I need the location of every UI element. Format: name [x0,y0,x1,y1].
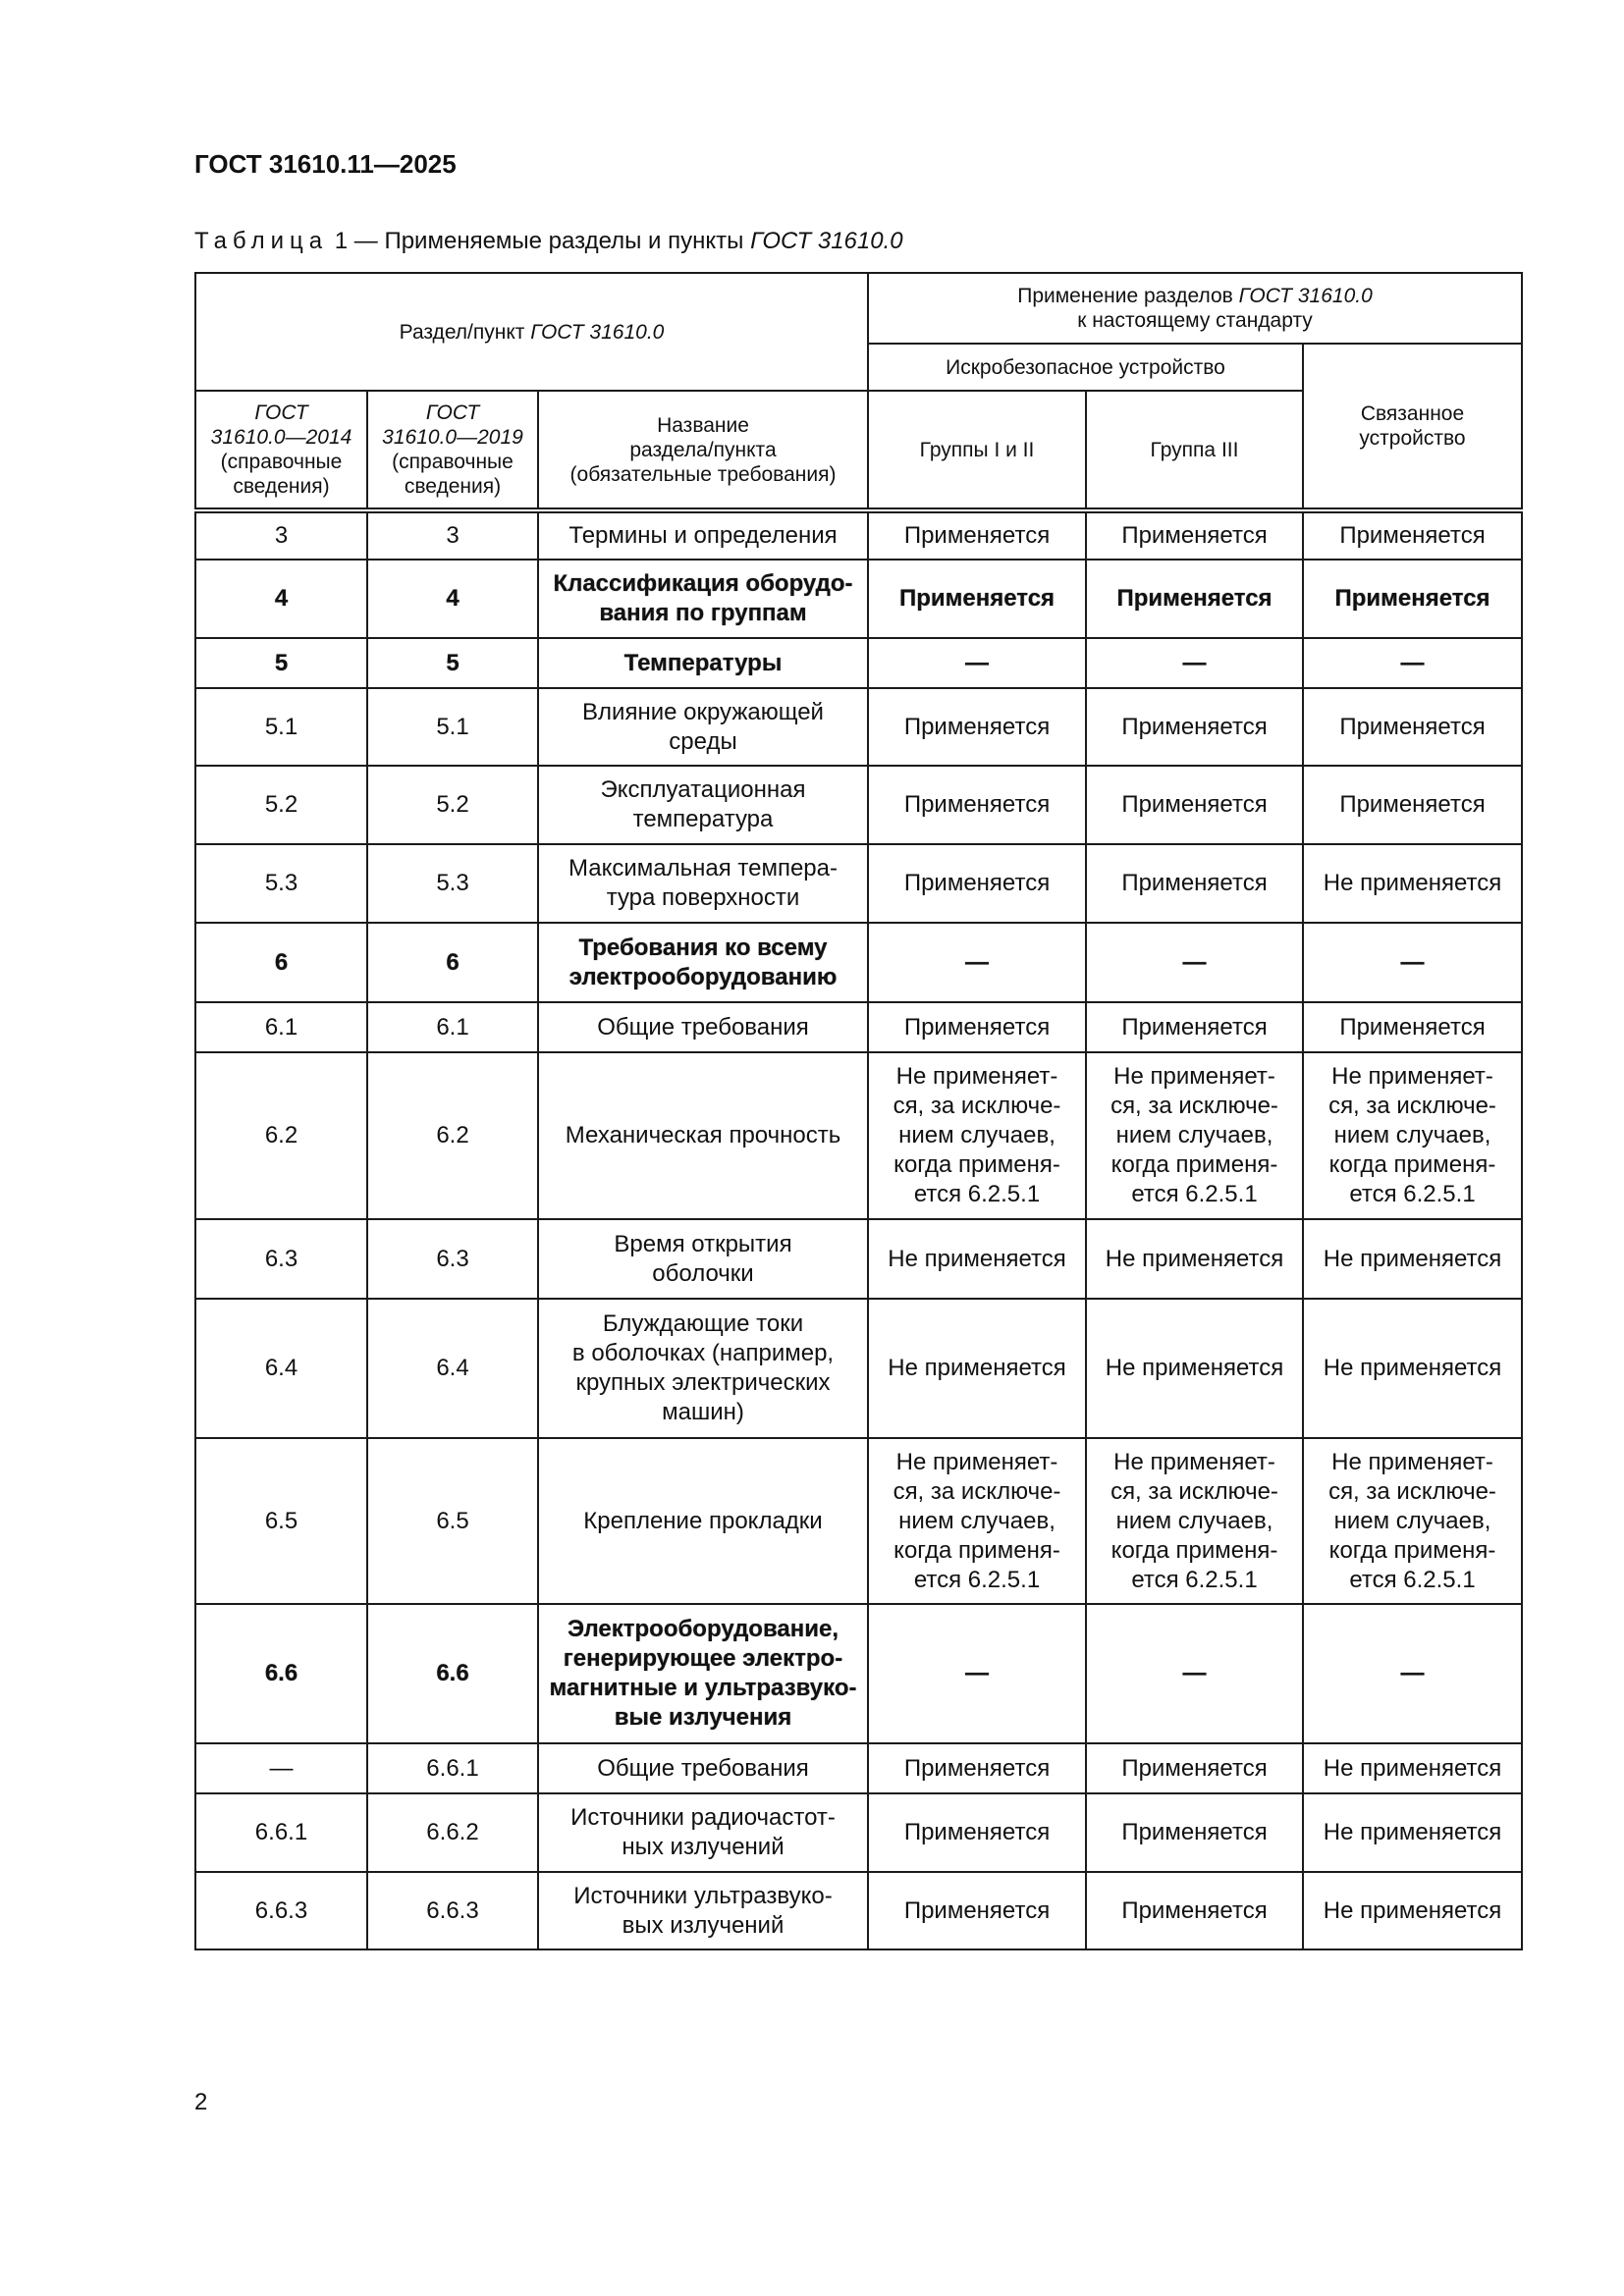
cell-group-3: Применяется [1086,1793,1303,1872]
cell-section-name: Блуждающие токи в оболочках (например, крупных электрических машин) [538,1299,868,1438]
cell-associated-device: Не применяется [1303,844,1522,923]
cell-group-3: Применяется [1086,560,1303,638]
cell-gost-2019: 6.6.2 [367,1793,538,1872]
applicable-sections-table [194,272,1523,1950]
cell-gost-2019: 6.6 [367,1604,538,1743]
table-row [195,1793,1522,1872]
cell-gost-2019: 6.3 [367,1219,538,1299]
cell-section-name: Время открытия оболочки [538,1219,868,1299]
cell-section-name: Требования ко всему электрооборудованию [538,923,868,1002]
cell-groups-1-2: Применяется [868,1793,1086,1872]
cell-groups-1-2: Не применяет- ся, за исключе- нием случаев, когда применя- ется 6.2.5.1 [868,1438,1086,1604]
header-intrinsic-device: Искробезопасное устройство [868,344,1303,391]
cell-group-3: Применяется [1086,1002,1303,1052]
cell-section-name: Максимальная темпера- тура поверхности [538,844,868,923]
cell-gost-2014: 6.6.3 [195,1872,367,1949]
table-row [195,638,1522,688]
cell-groups-1-2: Не применяет- ся, за исключе- нием случаев, когда применя- ется 6.2.5.1 [868,1052,1086,1219]
cell-gost-2014: 6.6.1 [195,1793,367,1872]
cell-section-name: Общие требования [538,1743,868,1793]
cell-gost-2014: — [195,1743,367,1793]
cell-group-3: Применяется [1086,844,1303,923]
cell-gost-2019: 5.3 [367,844,538,923]
cell-gost-2019: 4 [367,560,538,638]
table-row [195,923,1522,1002]
cell-gost-2019: 6 [367,923,538,1002]
table-row [195,1299,1522,1438]
header-section: Раздел/пункт ГОСТ 31610.0 [195,273,868,391]
cell-gost-2014: 6.2 [195,1052,367,1219]
cell-gost-2019: 6.1 [367,1002,538,1052]
cell-gost-2014: 6.3 [195,1219,367,1299]
cell-groups-1-2: — [868,1604,1086,1743]
cell-associated-device: Не применяется [1303,1219,1522,1299]
cell-groups-1-2: Не применяется [868,1219,1086,1299]
cell-section-name: Механическая прочность [538,1052,868,1219]
cell-group-3: Применяется [1086,1872,1303,1949]
cell-associated-device: Применяется [1303,510,1522,560]
cell-gost-2019: 6.5 [367,1438,538,1604]
cell-groups-1-2: Применяется [868,560,1086,638]
cell-group-3: Применяется [1086,510,1303,560]
cell-gost-2014: 5.2 [195,766,367,844]
cell-section-name: Крепление прокладки [538,1438,868,1604]
cell-group-3: Не применяет- ся, за исключе- нием случаев, когда применя- ется 6.2.5.1 [1086,1438,1303,1604]
cell-groups-1-2: Применяется [868,688,1086,766]
table-row [195,1438,1522,1604]
cell-group-3: — [1086,638,1303,688]
cell-associated-device: Применяется [1303,688,1522,766]
cell-groups-1-2: Применяется [868,766,1086,844]
cell-section-name: Источники ультразвуко- вых излучений [538,1872,868,1949]
header-gost-2019: ГОСТ 31610.0—2019 (справочные сведения) [367,391,538,510]
cell-groups-1-2: Применяется [868,510,1086,560]
cell-gost-2014: 6.4 [195,1299,367,1438]
table-row [195,688,1522,766]
cell-gost-2019: 5.1 [367,688,538,766]
cell-associated-device: Применяется [1303,766,1522,844]
cell-section-name: Общие требования [538,1002,868,1052]
cell-group-3: Не применяет- ся, за исключе- нием случаев, когда применя- ется 6.2.5.1 [1086,1052,1303,1219]
table-row [195,1002,1522,1052]
cell-gost-2019: 3 [367,510,538,560]
cell-gost-2014: 6 [195,923,367,1002]
cell-groups-1-2: Применяется [868,1743,1086,1793]
cell-group-3: Применяется [1086,688,1303,766]
cell-associated-device: — [1303,1604,1522,1743]
table-row [195,1743,1522,1793]
header-associated-device: Связанное устройство [1303,344,1522,510]
page-number: 2 [194,2089,208,2115]
cell-groups-1-2: Применяется [868,1872,1086,1949]
cell-groups-1-2: Применяется [868,1002,1086,1052]
cell-gost-2014: 3 [195,510,367,560]
cell-associated-device: Не применяется [1303,1793,1522,1872]
cell-gost-2019: 6.4 [367,1299,538,1438]
cell-group-3: Не применяется [1086,1219,1303,1299]
cell-group-3: Не применяется [1086,1299,1303,1438]
cell-associated-device: Не применяется [1303,1299,1522,1438]
cell-gost-2019: 6.6.3 [367,1872,538,1949]
cell-group-3: — [1086,923,1303,1002]
cell-section-name: Источники радиочастот- ных излучений [538,1793,868,1872]
header-groups-1-2: Группы I и II [868,391,1086,510]
header-gost-2014: ГОСТ 31610.0—2014 (справочные сведения) [195,391,367,510]
cell-associated-device: — [1303,923,1522,1002]
cell-groups-1-2: Применяется [868,844,1086,923]
table-row [195,766,1522,844]
table-row [195,1052,1522,1219]
caption-prefix: Таблица [194,228,329,254]
cell-group-3: Применяется [1086,766,1303,844]
cell-group-3: Применяется [1086,1743,1303,1793]
cell-gost-2019: 5 [367,638,538,688]
table-row [195,844,1522,923]
cell-associated-device: Применяется [1303,560,1522,638]
cell-gost-2014: 5.1 [195,688,367,766]
header-group-3: Группа III [1086,391,1303,510]
table-row [195,1604,1522,1743]
cell-section-name: Влияние окружающей среды [538,688,868,766]
caption-text: 1 — Применяемые разделы и пункты [328,228,751,254]
cell-associated-device: Не применяет- ся, за исключе- нием случаев, когда применя- ется 6.2.5.1 [1303,1438,1522,1604]
header-section-name: Название раздела/пункта (обязательные требования) [538,391,868,510]
cell-gost-2014: 5 [195,638,367,688]
cell-associated-device: — [1303,638,1522,688]
cell-section-name: Электрооборудование, генерирующее электро- магнитные и ультразвуко- вые излучения [538,1604,868,1743]
document-title: ГОСТ 31610.11—2025 [194,149,457,179]
cell-associated-device: Не применяется [1303,1872,1522,1949]
cell-associated-device: Не применяется [1303,1743,1522,1793]
table-row [195,1872,1522,1949]
caption-ref: ГОСТ 31610.0 [750,228,903,254]
cell-section-name: Термины и определения [538,510,868,560]
cell-groups-1-2: Не применяется [868,1299,1086,1438]
cell-gost-2019: 5.2 [367,766,538,844]
table-row [195,510,1522,560]
header-application: Применение разделов ГОСТ 31610.0 к настоящему стандарту [868,273,1522,344]
cell-gost-2014: 5.3 [195,844,367,923]
cell-associated-device: Не применяет- ся, за исключе- нием случаев, когда применя- ется 6.2.5.1 [1303,1052,1522,1219]
table-row [195,1219,1522,1299]
cell-associated-device: Применяется [1303,1002,1522,1052]
cell-gost-2019: 6.6.1 [367,1743,538,1793]
cell-section-name: Температуры [538,638,868,688]
cell-gost-2014: 6.1 [195,1002,367,1052]
cell-section-name: Эксплуатационная температура [538,766,868,844]
cell-section-name: Классификация оборудо- вания по группам [538,560,868,638]
cell-gost-2019: 6.2 [367,1052,538,1219]
cell-gost-2014: 6.6 [195,1604,367,1743]
cell-groups-1-2: — [868,638,1086,688]
cell-gost-2014: 6.5 [195,1438,367,1604]
cell-group-3: — [1086,1604,1303,1743]
table-row [195,560,1522,638]
cell-groups-1-2: — [868,923,1086,1002]
cell-gost-2014: 4 [195,560,367,638]
table-caption [194,228,903,255]
